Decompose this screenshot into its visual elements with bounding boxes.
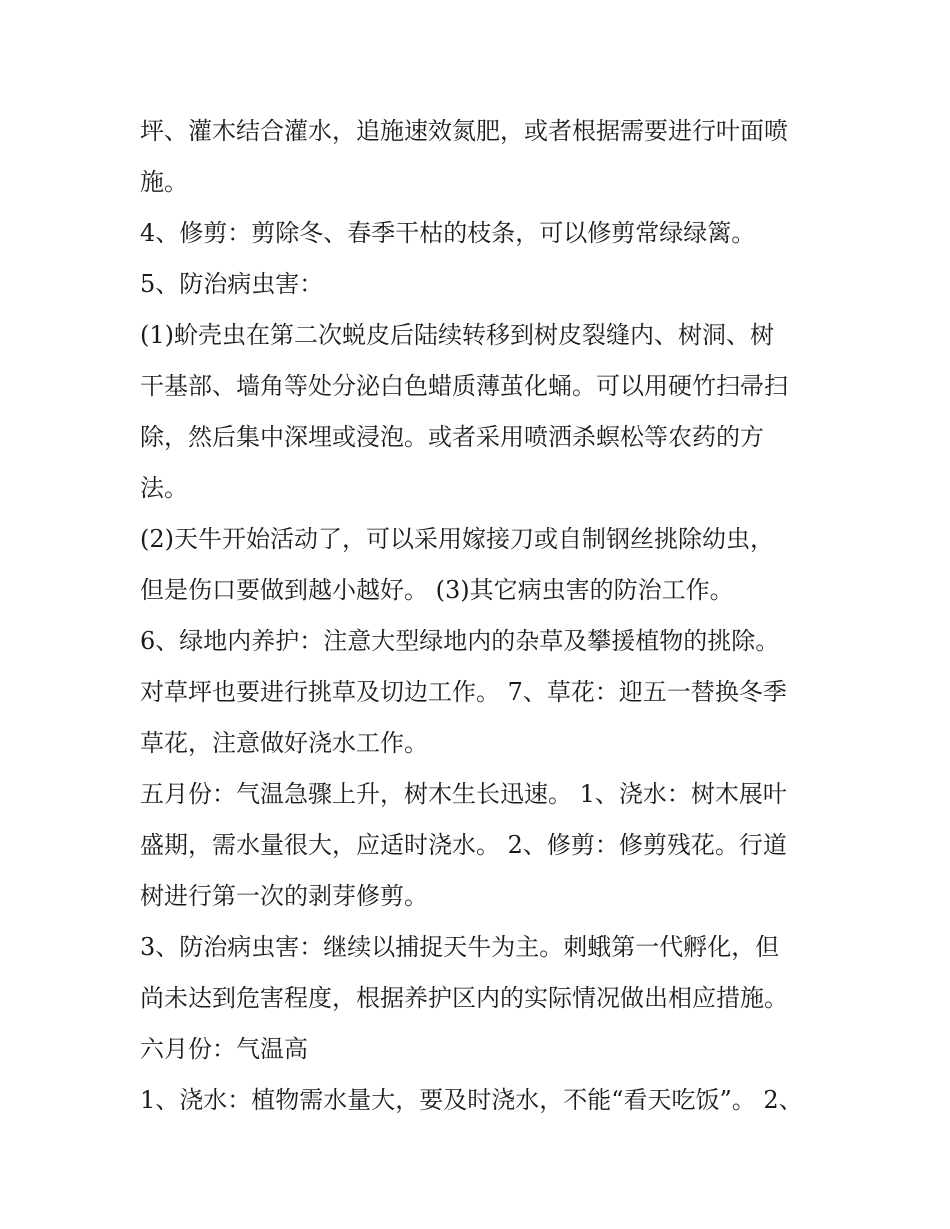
text-line: 尚未达到危害程度，根据养护区内的实际情况做出相应措施。 xyxy=(140,984,788,1012)
text-line: 坪、灌木结合灌水，追施速效氮肥，或者根据需要进行叶面喷 xyxy=(140,117,788,145)
text-line: 但是伤口要做到越小越好。 (3)其它病虫害的防治工作。 xyxy=(140,576,734,604)
text-line: 五月份：气温急骤上升，树木生长迅速。 1、浇水：树木展叶 xyxy=(140,780,787,808)
text-line: 4、修剪：剪除冬、春季干枯的枝条，可以修剪常绿绿篱。 xyxy=(140,219,756,247)
text-line: 3、防治病虫害：继续以捕捉天牛为主。刺蛾第一代孵化，但 xyxy=(140,933,780,961)
text-line: (1)蚧壳虫在第二次蜕皮后陆续转移到树皮裂缝内、树洞、树 xyxy=(140,321,774,349)
text-line: 干基部、墙角等处分泌白色蜡质薄茧化蛹。可以用硬竹扫帚扫 xyxy=(140,372,788,400)
text-line: (2)天牛开始活动了，可以采用嫁接刀或自制钢丝挑除幼虫， xyxy=(140,525,774,553)
text-line: 6、绿地内养护：注意大型绿地内的杂草及攀援植物的挑除。 xyxy=(140,627,780,655)
text-line: 六月份：气温高 xyxy=(140,1035,308,1063)
text-line: 草花，注意做好浇水工作。 xyxy=(140,729,428,757)
text-line: 施。 xyxy=(140,168,188,196)
text-line: 1、浇水：植物需水量大，要及时浇水，不能“看天吃饭”。 2、 xyxy=(140,1086,803,1114)
body-text xyxy=(140,106,820,1126)
text-line: 法。 xyxy=(140,474,188,502)
text-line: 树进行第一次的剥芽修剪。 xyxy=(140,882,428,910)
text-line: 除，然后集中深埋或浸泡。或者采用喷洒杀螟松等农药的方 xyxy=(140,423,764,451)
text-line: 盛期，需水量很大，应适时浇水。 2、修剪：修剪残花。行道 xyxy=(140,831,787,859)
text-line: 对草坪也要进行挑草及切边工作。 7、草花：迎五一替换冬季 xyxy=(140,678,787,706)
text-line: 5、防治病虫害： xyxy=(140,270,324,298)
